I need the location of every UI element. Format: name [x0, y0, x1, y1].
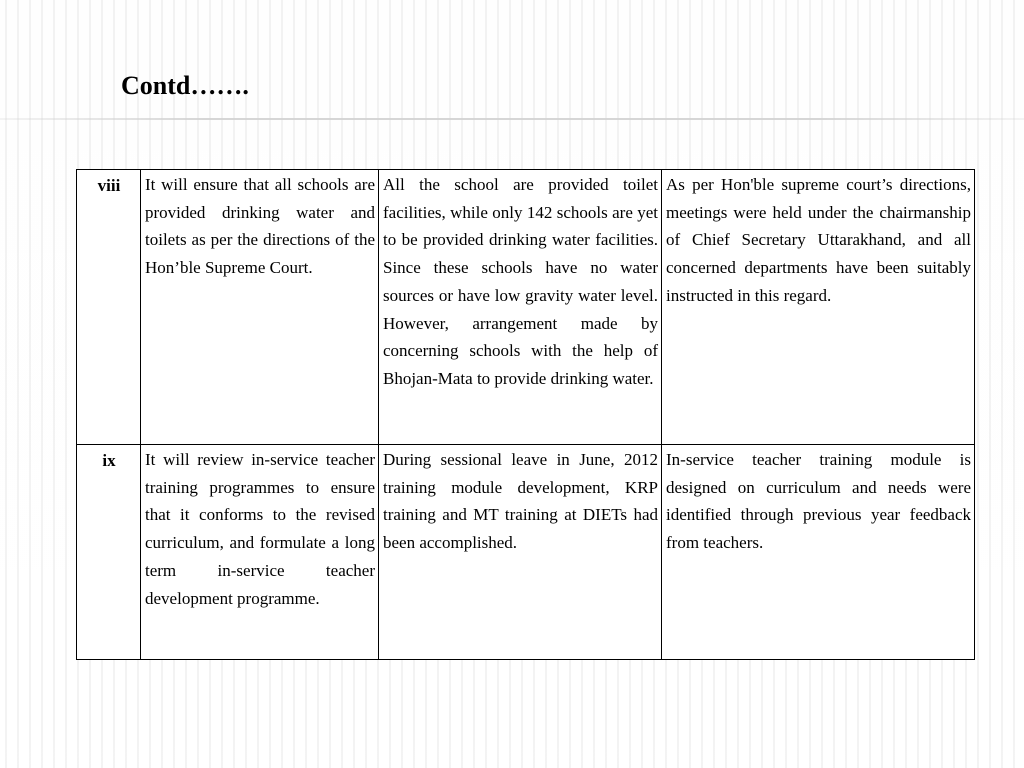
commitment-cell: It will ensure that all schools are provided drinking water and toilets as per the directions of the Hon’ble Supreme Court.: [141, 170, 379, 445]
commitments-table: [76, 169, 975, 660]
title-divider: [0, 118, 1024, 120]
remarks-cell: As per Hon'ble supreme court’s directions, meetings were held under the chairmanship of Chief Secretary Uttarakhand, and all concerned departments have been suitably instructed in this regard.: [662, 170, 975, 445]
table-row: [77, 445, 975, 660]
remarks-cell: In-service teacher training module is designed on curriculum and needs were identified through previous year feedback from teachers.: [662, 445, 975, 660]
commitment-cell: It will review in-service teacher training programmes to ensure that it conforms to the revised curriculum, and formulate a long term in-service teacher development programme.: [141, 445, 379, 660]
serial-number-cell: ix: [77, 445, 141, 660]
serial-number-cell: viii: [77, 170, 141, 445]
slide-title: Contd…….: [121, 71, 249, 100]
table-row: [77, 170, 975, 445]
status-cell: During sessional leave in June, 2012 training module development, KRP training and MT training at DIETs had been accomplished.: [379, 445, 662, 660]
status-cell: All the school are provided toilet facilities, while only 142 schools are yet to be provided drinking water facilities. Since these schools have no water sources or have low gravity water level. However, arrangement made by concerning schools with the help of Bhojan-Mata to provide drinking water.: [379, 170, 662, 445]
